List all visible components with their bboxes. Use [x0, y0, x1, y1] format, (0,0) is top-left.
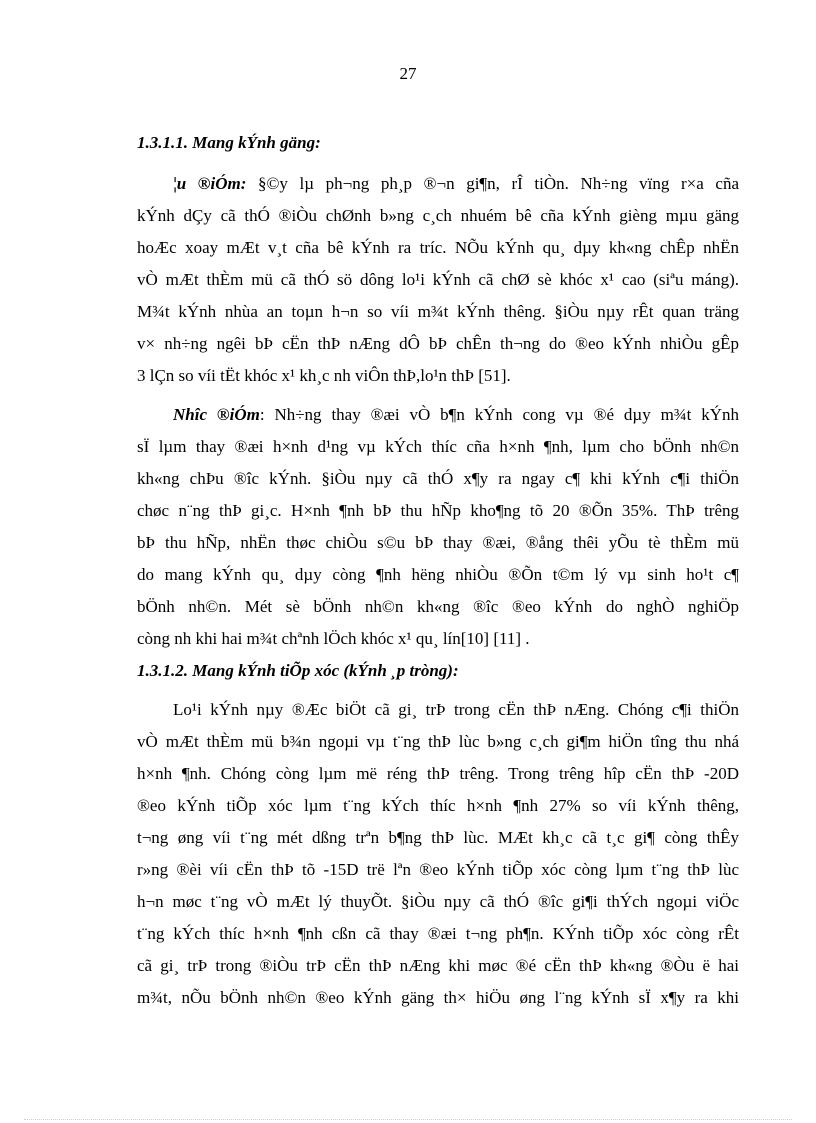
- paragraph-line: ®eo kÝnh tiÕp xóc lµm t¨ng kÝch thíc h×nh ¶nh 27% so víi kÝnh thêng,: [137, 796, 739, 815]
- paragraph-line: t¨ng kÝch thíc h×nh ¶nh cßn cã thay ®æi t¬ng ph¶n. KÝnh tiÕp xóc còng rÊt: [137, 924, 739, 943]
- paragraph-line: h×nh ¶nh. Chóng còng lµm më réng thÞ trêng. Trong trêng hîp cËn thÞ -20D: [137, 764, 739, 783]
- contact-lens-paragraph: [137, 694, 739, 1014]
- paragraph-line: kh«ng chÞu ®îc kÝnh. §iÒu nµy cã thÓ x¶y ra ngay c¶ khi kÝnh c¶i thiÖn: [137, 469, 739, 488]
- section-heading-1-3-1-1: 1.3.1.1. Mang kÝnh gäng:: [137, 133, 321, 152]
- paragraph-line: r»ng ®èi víi cËn thÞ tõ -15D trë lªn ®eo kÝnh tiÕp xóc còng lµm t¨ng thÞ lùc: [137, 860, 739, 879]
- footer-divider: [24, 1119, 792, 1120]
- advantages-paragraph: [137, 168, 739, 392]
- line-text: : Nh÷ng thay ®æi vÒ b¶n kÝnh cong vµ ®é dµy m¾t kÝnh: [259, 405, 739, 424]
- paragraph-line: [137, 168, 739, 200]
- paragraph-line: hoÆc xoay mÆt v¸t cña bê kÝnh ra tríc. NÕu kÝnh qu¸ dµy kh«ng chÊp nhËn: [137, 238, 739, 257]
- line-text: §©y lµ ph¬ng ph¸p ®¬n gi¶n, rÎ tiÒn. Nh÷ng vïng r×a cña: [246, 174, 739, 193]
- paragraph-line: Lo¹i kÝnh nµy ®Æc biÖt cã gi¸ trÞ trong cËn thÞ nÆng. Chóng c¶i thiÖn: [173, 700, 739, 719]
- paragraph-line: bÖnh nh©n. Mét sè bÖnh nh©n kh«ng ®îc ®eo kÝnh do nghÒ nghiÖp: [137, 597, 739, 616]
- disadvantages-paragraph: [137, 399, 739, 655]
- paragraph-line: chøc n¨ng thÞ gi¸c. H×nh ¶nh bÞ thu hÑp kho¶ng tõ 20 ®Õn 35%. ThÞ trêng: [137, 501, 739, 520]
- paragraph-line: vÒ mÆt thÈm mü b¾n ngoµi vµ t¨ng thÞ lùc b»ng c¸ch gi¶m hiÖn tîng thu nhá: [137, 732, 739, 751]
- advantages-label: ¦u ®iÓm:: [173, 174, 247, 193]
- paragraph-line: cã gi¸ trÞ trong ®iÒu trÞ cËn thÞ nÆng khi møc ®é cËn thÞ kh«ng ®Òu ë hai: [137, 956, 739, 975]
- paragraph-line: h¬n møc t¨ng vÒ mÆt lý thuyÕt. §iÒu nµy cã thÓ ®îc gi¶i thÝch ngoµi viÖc: [137, 892, 739, 911]
- paragraph-line: còng nh khi hai m¾t chªnh lÖch khóc x¹ qu¸ lín[10] [11] .: [137, 629, 530, 648]
- paragraph-line: v× nh÷ng ngêi bÞ cËn thÞ nÆng dÔ bÞ chÊn th¬ng do ®eo kÝnh nhiÒu gÊp: [137, 334, 739, 353]
- paragraph-line: bÞ thu hÑp, nhËn thøc chiÒu s©u bÞ thay ®æi, ®ång thêi yÕu tè thÈm mü: [137, 533, 739, 552]
- paragraph-line: do mang kÝnh qu¸ dµy còng ¶nh hëng nhiÒu ®Õn t©m lý vµ sinh ho¹t c¶: [137, 565, 739, 584]
- page-number: 27: [399, 64, 417, 83]
- paragraph-line: 3 lÇn so víi tËt khóc x¹ kh¸c nh viÔn thÞ,lo¹n thÞ [51].: [137, 366, 511, 385]
- paragraph-line: kÝnh dÇy cã thÓ ®iÒu chØnh b»ng c¸ch nhuém bê cña kÝnh gièng mµu gäng: [137, 206, 739, 225]
- paragraph-line: M¾t kÝnh nhùa an toµn h¬n so víi m¾t kÝnh thêng. §iÒu nµy rÊt quan träng: [137, 302, 739, 321]
- paragraph-line: m¾t, nÕu bÖnh nh©n ®eo kÝnh gäng th× hiÖu øng l¨ng kÝnh sÏ x¶y ra khi: [137, 988, 739, 1007]
- paragraph-line: sÏ lµm thay ®æi h×nh d¹ng vµ kÝch thíc cña h×nh ¶nh, lµm cho bÖnh nh©n: [137, 437, 739, 456]
- paragraph-line: [137, 399, 739, 431]
- disadvantages-label: Nhîc ®iÓm: [173, 405, 260, 424]
- paragraph-line: t¬ng øng víi t¨ng mét dßng trªn b¶ng thÞ lùc. MÆt kh¸c cã t¸c gi¶ còng thÊy: [137, 828, 739, 847]
- paragraph-line: vÒ mÆt thÈm mü cã thÓ sö dông lo¹i kÝnh cã chØ sè khóc x¹ cao (siªu máng).: [137, 270, 739, 289]
- section-heading-1-3-1-2: 1.3.1.2. Mang kÝnh tiÕp xóc (kÝnh ¸p tròng):: [137, 661, 459, 680]
